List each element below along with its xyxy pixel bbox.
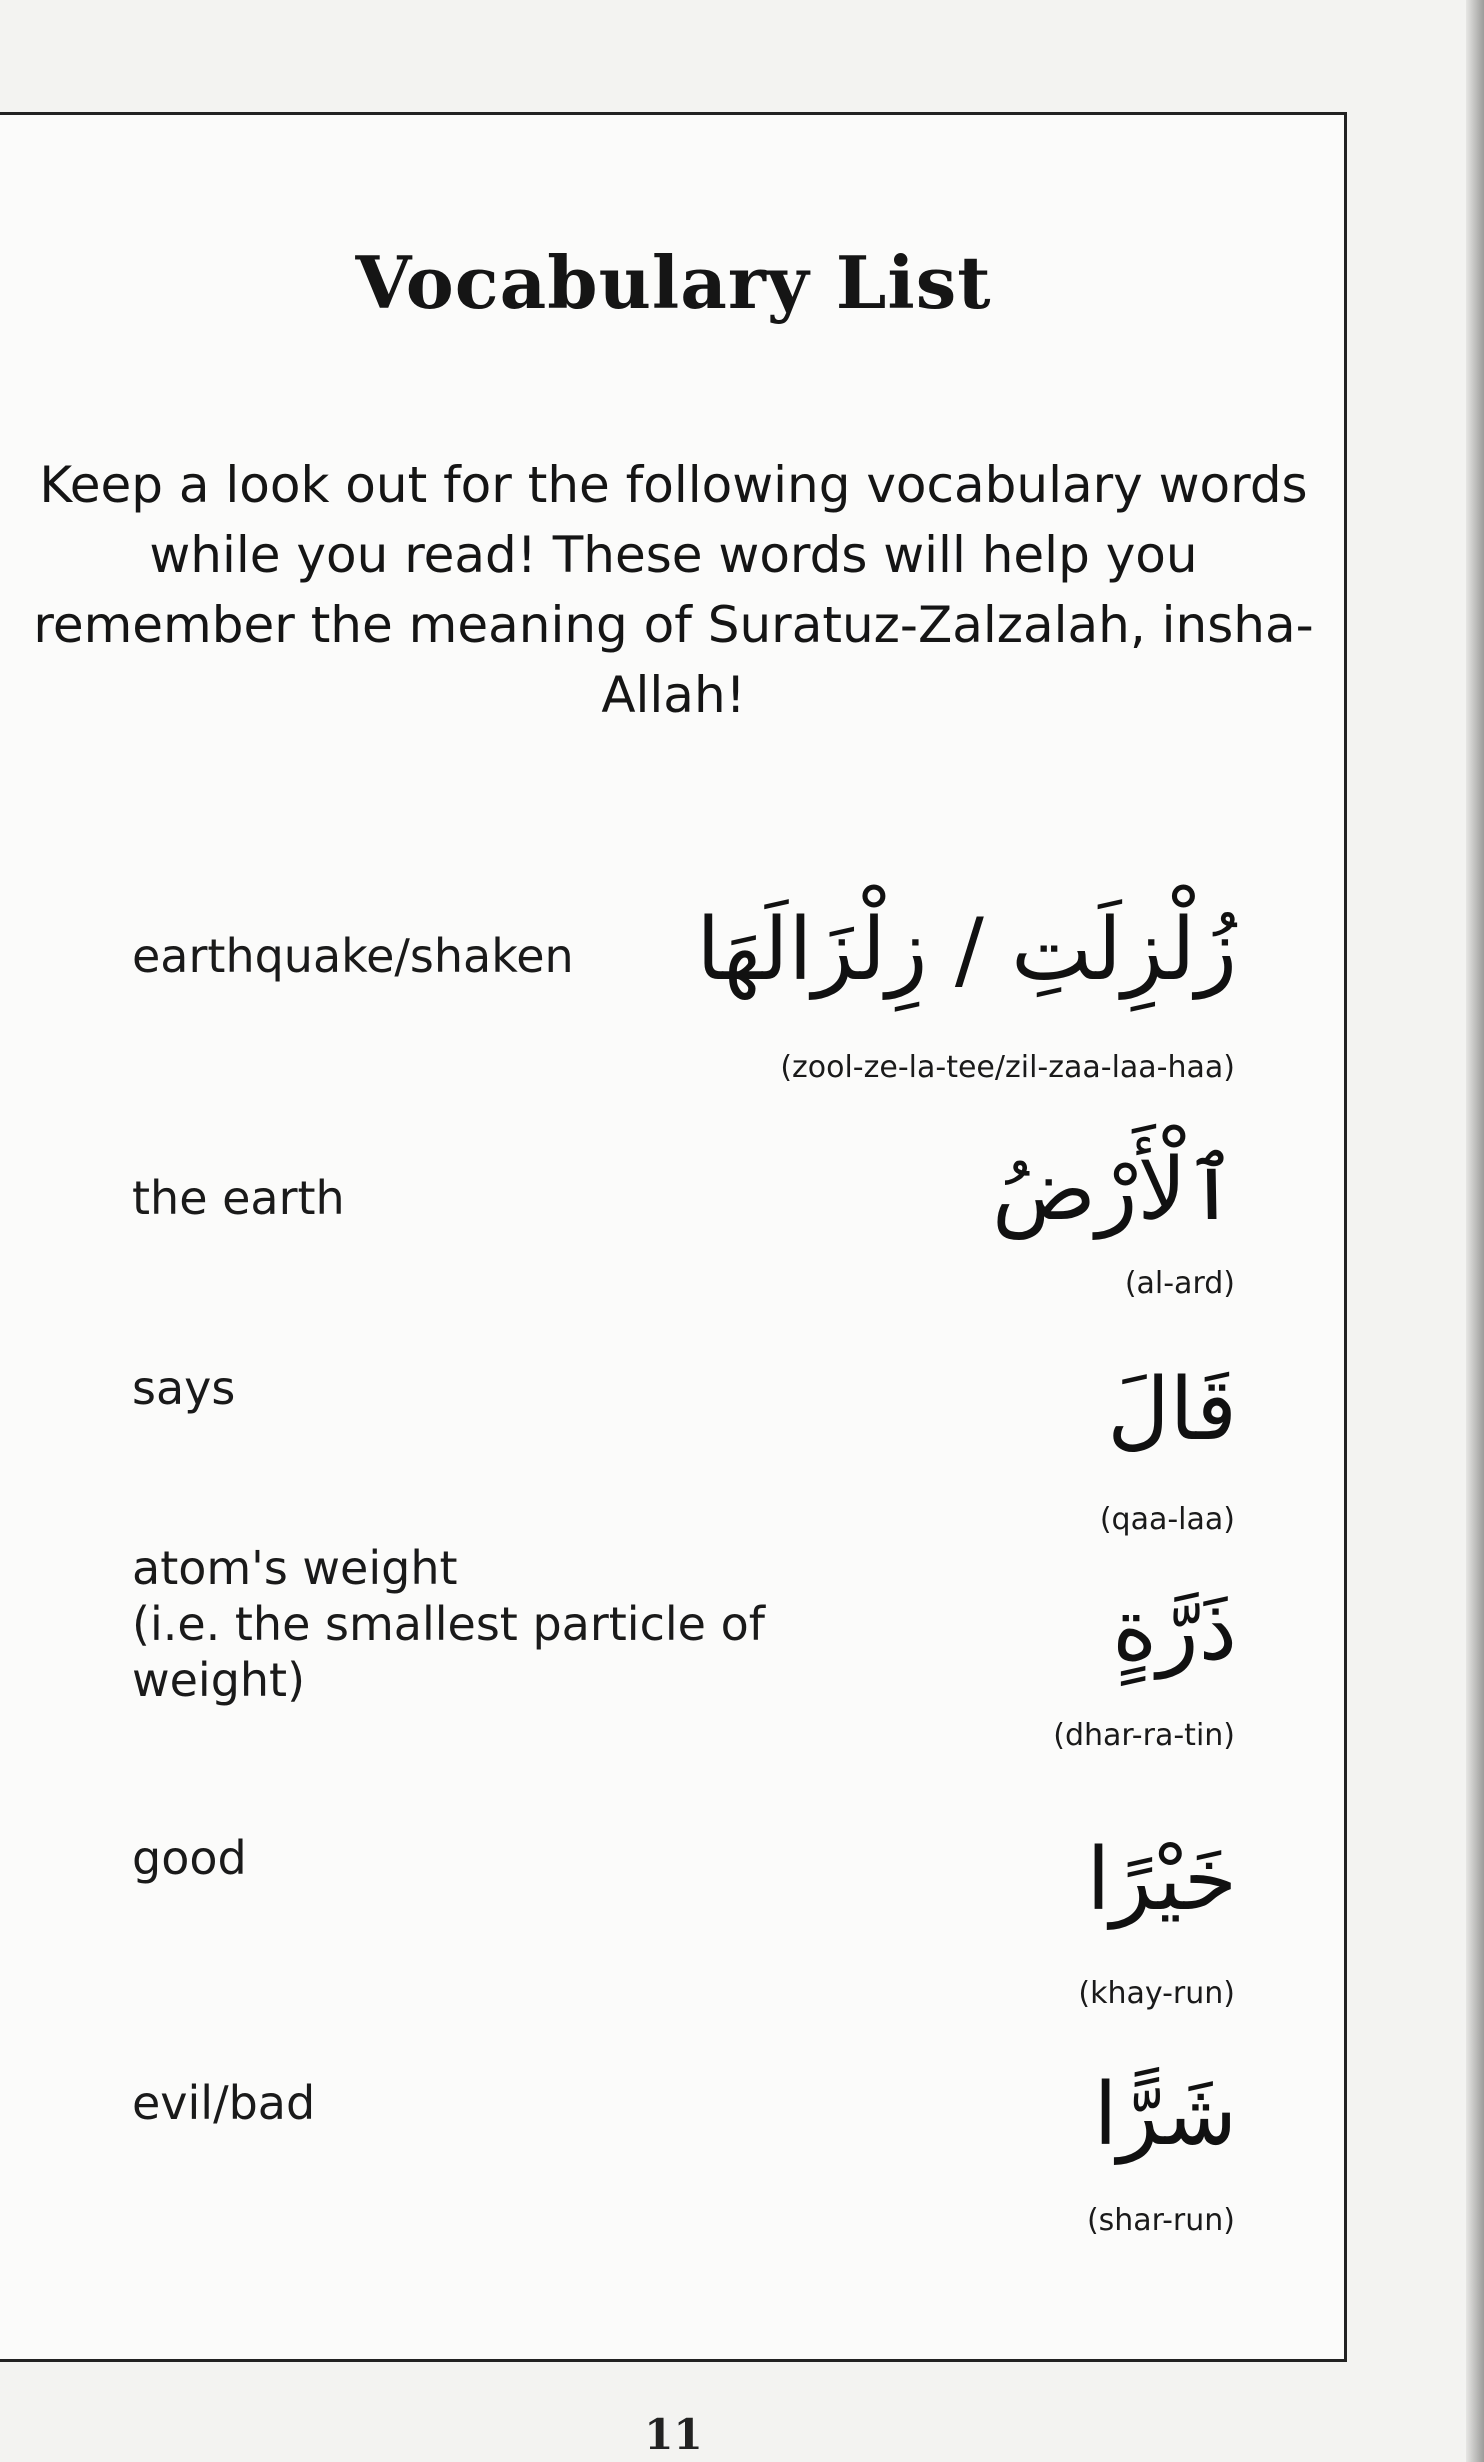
page-title: Vocabulary List bbox=[355, 240, 992, 325]
vocab-english: evil/bad bbox=[132, 2076, 316, 2130]
vocab-arabic: ذَرَّةٍ bbox=[1112, 1580, 1237, 1680]
intro-paragraph: Keep a look out for the following vocabulary words while you read! These words will help you remember the meaning of Suratuz-Zalzalah, insha-Allah! bbox=[33, 456, 1314, 724]
vocab-arabic: قَالَ bbox=[1107, 1360, 1237, 1460]
vocab-transliteration: (dhar-ra-tin) bbox=[1053, 1718, 1235, 1753]
vocab-arabic: خَيْرًا bbox=[1086, 1830, 1237, 1930]
vocab-english: the earth bbox=[132, 1171, 345, 1225]
page-edge-shadow bbox=[1466, 0, 1484, 2462]
vocab-transliteration: (shar-run) bbox=[1086, 2203, 1235, 2238]
vocab-transliteration: (zool-ze-la-tee/zil-zaa-laa-haa) bbox=[780, 1050, 1235, 1085]
vocab-transliteration: (khay-run) bbox=[1078, 1976, 1235, 2011]
vocab-transliteration: (qaa-laa) bbox=[1099, 1502, 1235, 1537]
vocab-arabic: شَرًّا bbox=[1093, 2065, 1237, 2165]
vocab-arabic: ٱلْأَرْضُ bbox=[992, 1140, 1237, 1240]
vocab-english: atom's weight (i.e. the smallest particle of weight) bbox=[132, 1541, 765, 1707]
vocab-english: says bbox=[132, 1361, 236, 1415]
page-number: 11 bbox=[644, 2410, 703, 2459]
vocab-arabic: زُلْزِلَتِ / زِلْزَالَهَا bbox=[696, 900, 1237, 1000]
vocab-transliteration: (al-ard) bbox=[1124, 1266, 1235, 1301]
vocab-english: good bbox=[132, 1831, 247, 1885]
vocab-english: earthquake/shaken bbox=[132, 929, 574, 983]
